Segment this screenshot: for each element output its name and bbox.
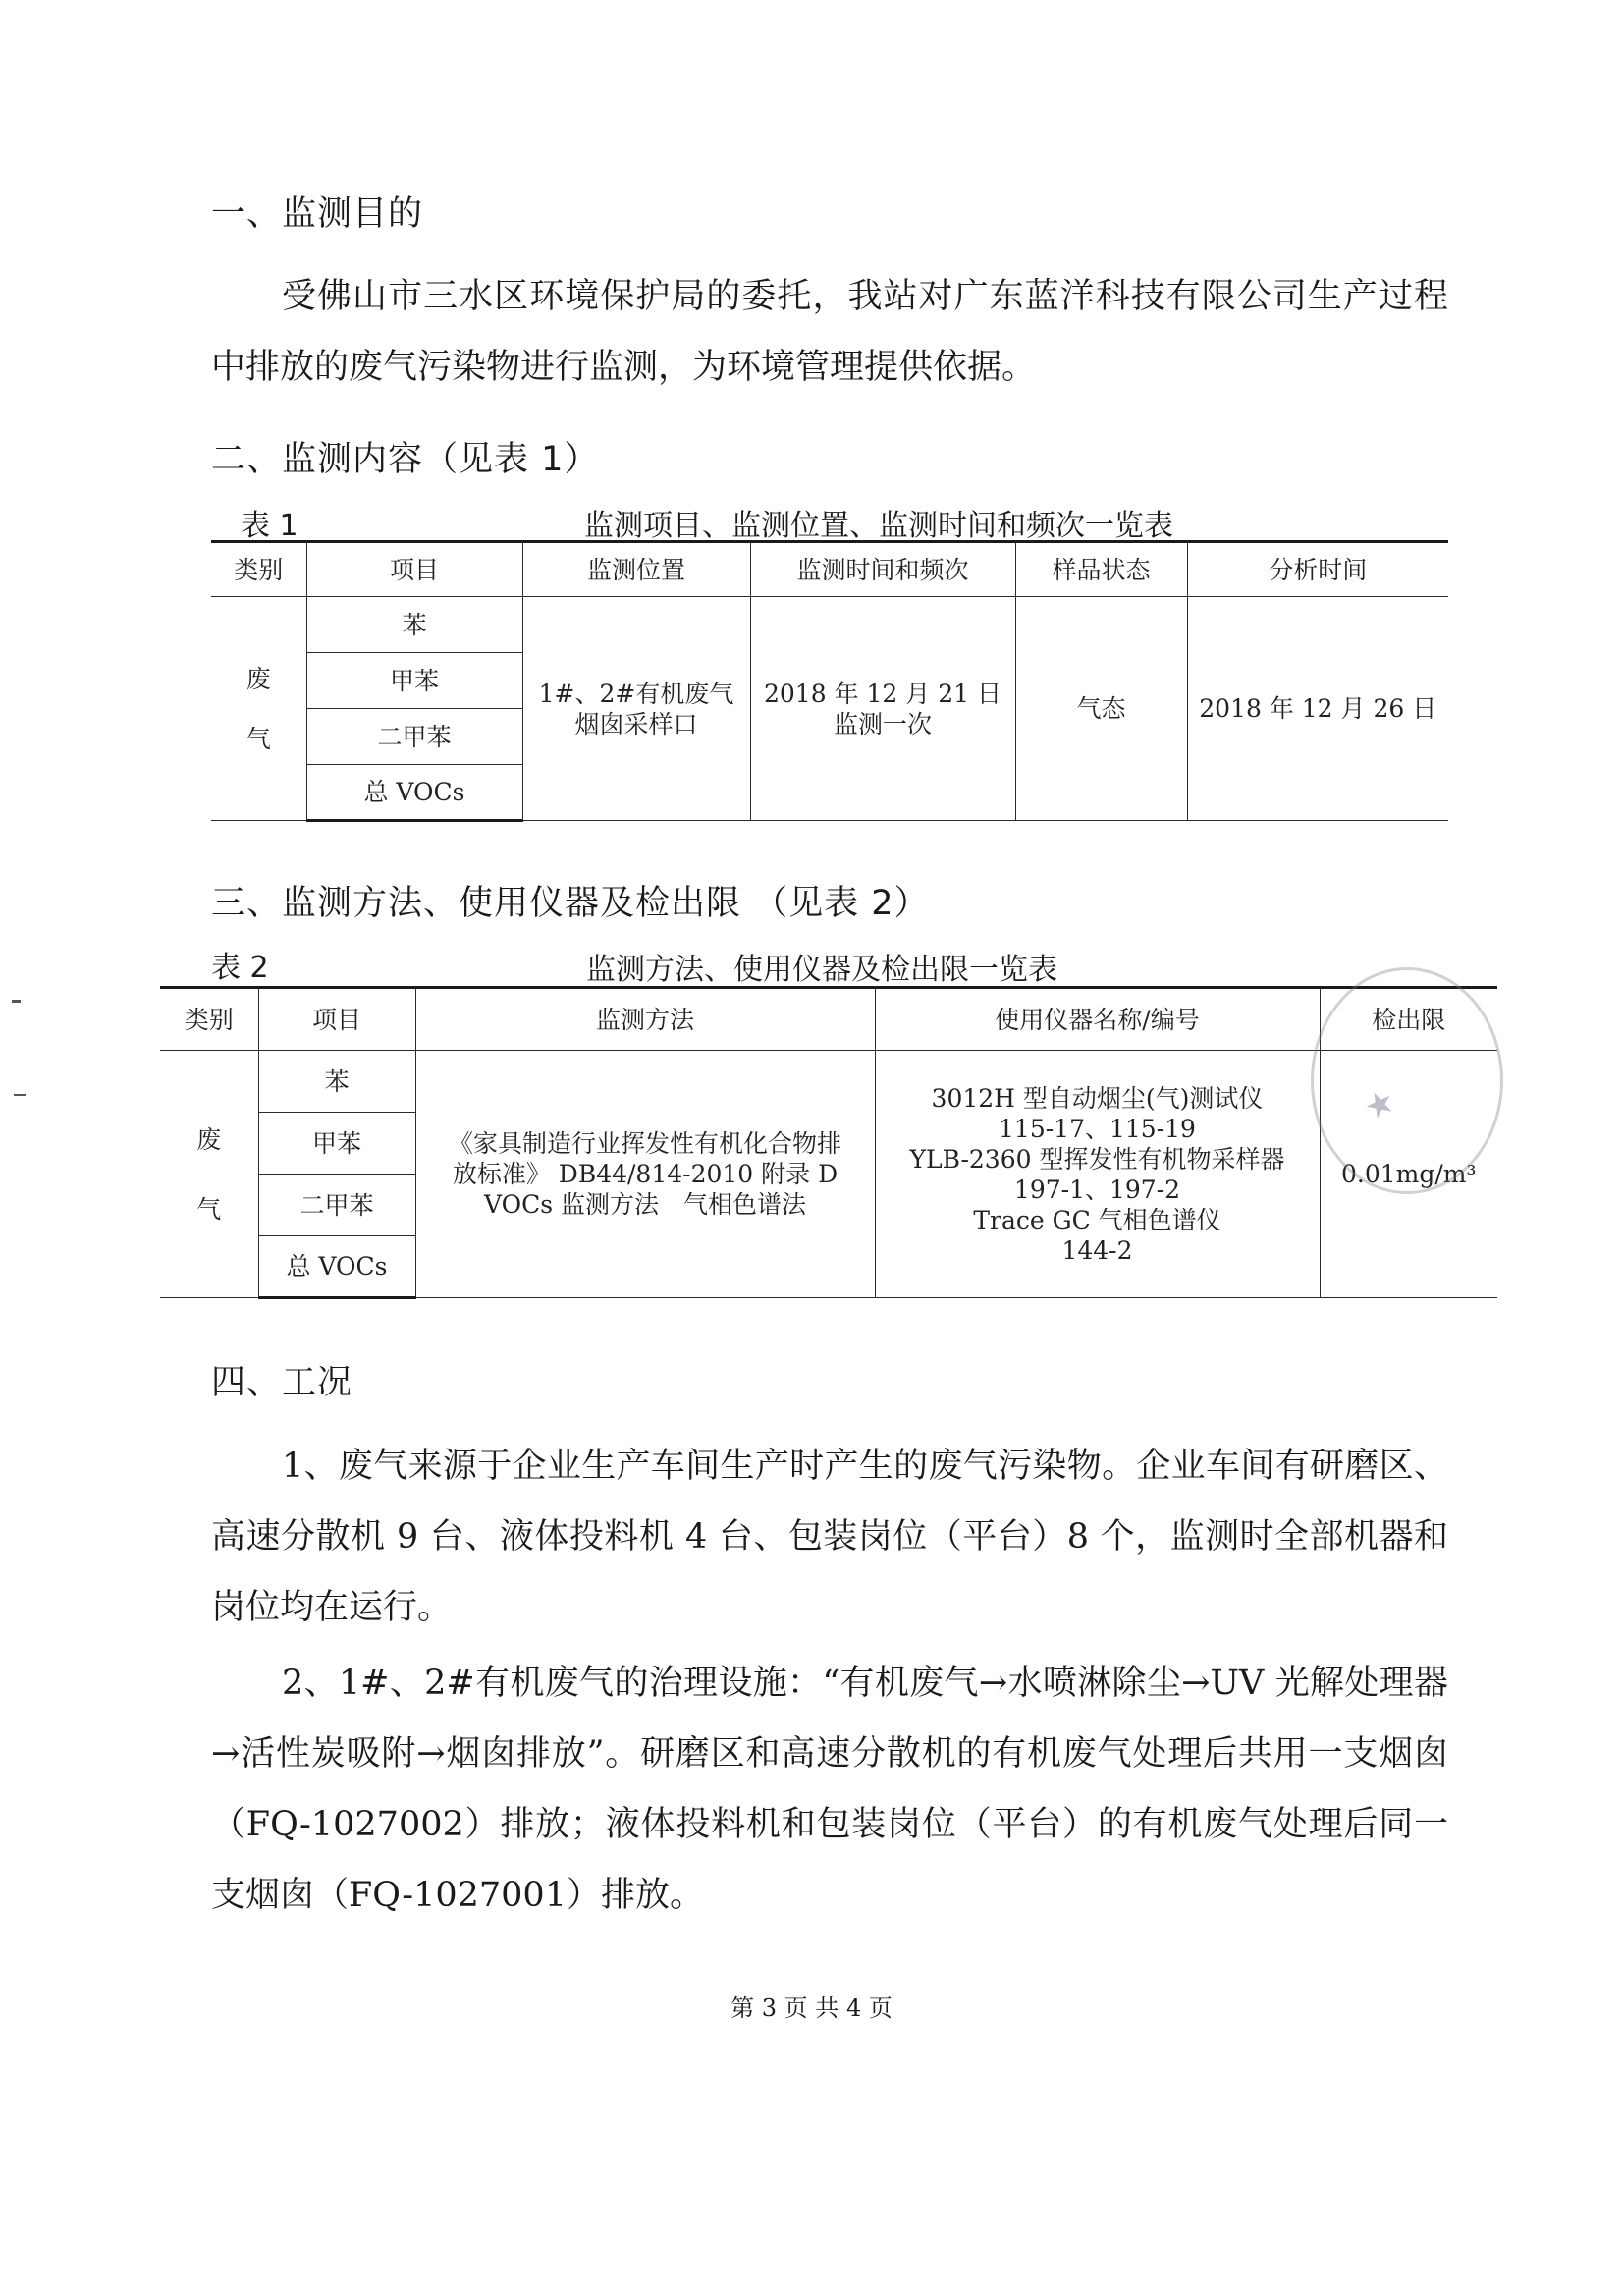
section4-para1: 1、废气来源于企业生产车间生产时产生的废气污染物。企业车间有研磨区、高速分散机 9 台、液体投料机 4 台、包装岗位（平台）8 个，监测时全部机器和岗位均在运行。 xyxy=(211,1447,1448,1627)
table2-method: 《家具制造行业挥发性有机化合物排放标准》 DB44/814-2010 附录 D VOCs 监测方法 气相色谱法 xyxy=(415,1051,875,1298)
section3-heading: 三、监测方法、使用仪器及检出限 （见表 2） xyxy=(211,884,930,923)
table1-item-vocs: 总 VOCs xyxy=(306,765,522,821)
table2-header-category: 类别 xyxy=(160,988,258,1051)
table1-header-location: 监测位置 xyxy=(522,542,750,597)
table2-header-method: 监测方法 xyxy=(415,988,875,1051)
table2-category xyxy=(160,1051,258,1298)
table1-item-toluene: 甲苯 xyxy=(306,653,522,709)
table2-instrument-line: YLB-2360 型挥发性有机物采样器 xyxy=(909,1144,1285,1174)
table1-header-time: 监测时间和频次 xyxy=(750,542,1015,597)
table2 xyxy=(160,986,1497,1299)
table1-sample-state: 气态 xyxy=(1015,597,1187,821)
table1-category-bottom: 气 xyxy=(245,724,271,753)
scan-speck xyxy=(14,1094,26,1096)
section2-heading: 二、监测内容（见表 1） xyxy=(211,440,600,479)
section1-body: 受佛山市三水区环境保护局的委托，我站对广东蓝洋科技有限公司生产过程中排放的废气污染物进行监测，为环境管理提供依据。 xyxy=(211,277,1448,387)
table1 xyxy=(211,540,1448,822)
table2-title: 监测方法、使用仪器及检出限一览表 xyxy=(586,953,1057,987)
table2-category-top: 废 xyxy=(196,1124,222,1154)
section4-para2: 2、1#、2#有机废气的治理设施：“有机废气→水喷淋除尘→UV 光解处理器→活性炭吸附→烟囱排放”。研磨区和高速分散机的有机废气处理后共用一支烟囱（FQ-1027002）排放；液体投料机和包装岗位（平台）的有机废气处理后同一支烟囱（FQ-1027001）排放。 xyxy=(211,1664,1448,1915)
table2-item-benzene: 苯 xyxy=(258,1051,415,1113)
table2-instrument-line: 197-1、197-2 xyxy=(1013,1175,1181,1204)
table1-label: 表 1 xyxy=(241,509,298,543)
table2-instruments xyxy=(875,1051,1320,1298)
scan-speck xyxy=(12,1000,21,1003)
seal-star-icon: ★ xyxy=(1357,1080,1402,1129)
table1-time-frequency: 2018 年 12 月 21 日监测一次 xyxy=(750,597,1015,821)
table2-category-bottom: 气 xyxy=(196,1194,222,1224)
table2-label: 表 2 xyxy=(211,951,269,985)
section1-heading: 一、监测目的 xyxy=(211,194,424,234)
table2-item-vocs: 总 VOCs xyxy=(258,1236,415,1298)
table1-title: 监测项目、监测位置、监测时间和频次一览表 xyxy=(584,509,1173,543)
table2-instrument-line: 115-17、115-19 xyxy=(999,1114,1196,1143)
table1-header-category: 类别 xyxy=(211,542,306,597)
table1-location: 1#、2#有机废气烟囱采样口 xyxy=(522,597,750,821)
page-footer: 第 3 页 共 4 页 xyxy=(730,1995,893,2022)
table1-item-benzene: 苯 xyxy=(306,597,522,653)
table2-instrument-line: 144-2 xyxy=(1061,1235,1133,1265)
table2-header-item: 项目 xyxy=(258,988,415,1051)
table1-category xyxy=(211,597,306,821)
table1-header-state: 样品状态 xyxy=(1015,542,1187,597)
table2-instrument-line: 3012H 型自动烟尘(气)测试仪 xyxy=(931,1083,1264,1113)
table2-item-xylene: 二甲苯 xyxy=(258,1175,415,1236)
table1-header-analysis: 分析时间 xyxy=(1187,542,1448,597)
table2-header-instrument: 使用仪器名称/编号 xyxy=(875,988,1320,1051)
table2-detection-limit: 0.01mg/m³ xyxy=(1320,1051,1497,1298)
table1-analysis-time: 2018 年 12 月 26 日 xyxy=(1187,597,1448,821)
table2-header-limit: 检出限 xyxy=(1320,988,1497,1051)
table1-header-item: 项目 xyxy=(306,542,522,597)
section4-heading: 四、工况 xyxy=(211,1363,353,1402)
table1-category-top: 废 xyxy=(245,664,271,693)
table2-instrument-line: Trace GC 气相色谱仪 xyxy=(973,1205,1221,1234)
table1-item-xylene: 二甲苯 xyxy=(306,709,522,765)
table2-item-toluene: 甲苯 xyxy=(258,1113,415,1175)
